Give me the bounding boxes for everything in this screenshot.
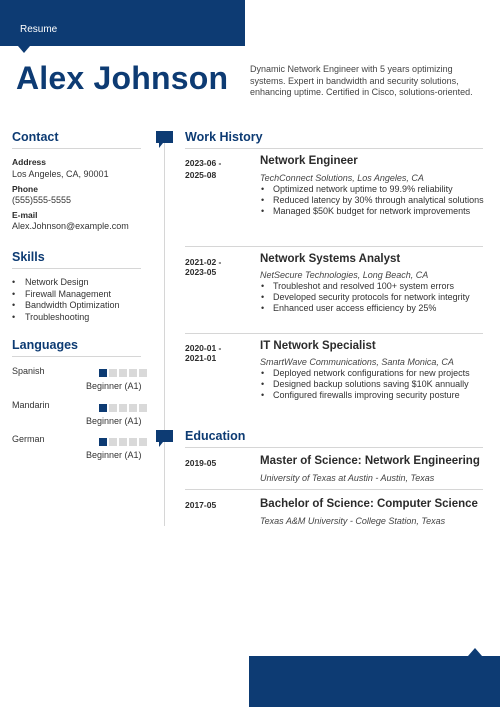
profile-summary: Dynamic Network Engineer with 5 years optimizing systems. Expert in bandwidth and security solutions, enhancing uptime. Certified in Cisco, solutions-oriented. <box>250 64 473 97</box>
job-company: TechConnect Solutions, Los Angeles, CA <box>260 173 424 183</box>
job-bullets <box>260 184 485 216</box>
email-label: E-mail <box>12 210 38 220</box>
rating-square <box>139 404 147 412</box>
job-date-start: 2021-02 - <box>185 257 222 267</box>
job-bullets <box>260 281 485 313</box>
phone-value: (555)555-5555 <box>12 195 72 205</box>
work-history-heading: Work History <box>185 130 263 144</box>
degree-field: Network Engineering <box>364 455 480 467</box>
rating-square <box>119 404 127 412</box>
email-value: Alex.Johnson@example.com <box>12 221 129 231</box>
education-school: University of Texas at Austin - Austin, Texas <box>260 473 435 483</box>
rating-square <box>109 369 117 377</box>
rating-square <box>129 369 137 377</box>
work-divider <box>185 148 483 149</box>
rating-square <box>139 369 147 377</box>
language-name: Spanish <box>12 366 45 376</box>
education-heading: Education <box>185 429 246 443</box>
contact-heading: Contact <box>12 130 59 144</box>
contact-divider <box>12 148 141 149</box>
degree-separator: : <box>357 455 365 467</box>
job-divider <box>185 333 483 334</box>
degree-separator: : <box>369 498 377 510</box>
rating-square <box>99 438 107 446</box>
job-date-end: 2025-08 <box>185 170 217 180</box>
rating-square <box>99 369 107 377</box>
job-company: SmartWave Communications, Santa Monica, CA <box>260 357 454 367</box>
job-divider <box>185 246 483 247</box>
job-bullet: • Configured firewalls improving security posture <box>260 390 485 401</box>
rating-square <box>109 404 117 412</box>
job-date-end: 2023-05 <box>185 267 217 277</box>
job-bullet: • Deployed network configurations for new projects <box>260 368 485 379</box>
language-level: Beginner (A1) <box>86 381 142 391</box>
footer-notch <box>468 648 482 656</box>
rating-square <box>109 438 117 446</box>
language-name: German <box>12 434 45 444</box>
job-bullets <box>260 368 485 400</box>
flag-icon <box>156 131 173 148</box>
job-bullet: • Managed $50K budget for network improvements <box>260 206 485 217</box>
job-bullet: • Optimized network uptime to 99.9% reliability <box>260 184 485 195</box>
education-item-divider <box>185 489 483 490</box>
job-bullet: • Troubleshot and resolved 100+ system errors <box>260 281 485 292</box>
degree-field: Computer Science <box>376 498 478 510</box>
rating-square <box>129 438 137 446</box>
job-title: IT Network Specialist <box>260 340 376 352</box>
skills-heading: Skills <box>12 250 45 264</box>
flag-icon <box>156 430 173 447</box>
languages-heading: Languages <box>12 338 78 352</box>
degree-name: Master of Science <box>260 455 358 467</box>
address-label: Address <box>12 157 47 167</box>
rating-square <box>119 369 127 377</box>
top-banner <box>0 0 245 46</box>
footer-block <box>249 656 500 707</box>
education-date: 2019-05 <box>185 458 217 468</box>
phone-label: Phone <box>12 184 38 194</box>
language-rating <box>99 369 147 377</box>
education-school: Texas A&M University - College Station, Texas <box>260 516 446 526</box>
banner-pointer <box>18 46 30 53</box>
rating-square <box>129 404 137 412</box>
education-degree-line <box>260 455 480 467</box>
job-date-start: 2023-06 - <box>185 158 222 168</box>
job-bullet: • Enhanced user access efficiency by 25% <box>260 303 485 314</box>
skills-divider <box>12 268 141 269</box>
job-title: Network Systems Analyst <box>260 253 401 265</box>
job-bullet: • Designed backup solutions saving $10K annually <box>260 379 485 390</box>
rating-square <box>99 404 107 412</box>
language-level: Beginner (A1) <box>86 416 142 426</box>
language-level: Beginner (A1) <box>86 450 142 460</box>
language-name: Mandarin <box>12 400 50 410</box>
job-company: NetSecure Technologies, Long Beach, CA <box>260 270 429 280</box>
education-date: 2017-05 <box>185 500 217 510</box>
languages-divider <box>12 356 141 357</box>
job-date-end: 2021-01 <box>185 353 217 363</box>
candidate-name: Alex Johnson <box>16 60 229 96</box>
skill-item: • Bandwidth Optimization <box>12 300 120 312</box>
skill-item: • Firewall Management <box>12 289 120 301</box>
education-divider <box>185 447 483 448</box>
language-rating <box>99 404 147 412</box>
job-bullet: • Developed security protocols for network integrity <box>260 292 485 303</box>
timeline-line <box>164 141 165 526</box>
skill-item: • Network Design <box>12 277 120 289</box>
skills-list <box>12 277 120 323</box>
job-bullet: • Reduced latency by 30% through analytical solutions <box>260 195 485 206</box>
document-label: Resume <box>20 24 58 35</box>
language-rating <box>99 438 147 446</box>
job-date-start: 2020-01 - <box>185 343 222 353</box>
address-value: Los Angeles, CA, 90001 <box>12 169 109 179</box>
skill-item: • Troubleshooting <box>12 312 120 324</box>
rating-square <box>139 438 147 446</box>
rating-square <box>119 438 127 446</box>
degree-name: Bachelor of Science <box>260 498 370 510</box>
education-degree-line <box>260 498 478 510</box>
job-title: Network Engineer <box>260 155 358 167</box>
